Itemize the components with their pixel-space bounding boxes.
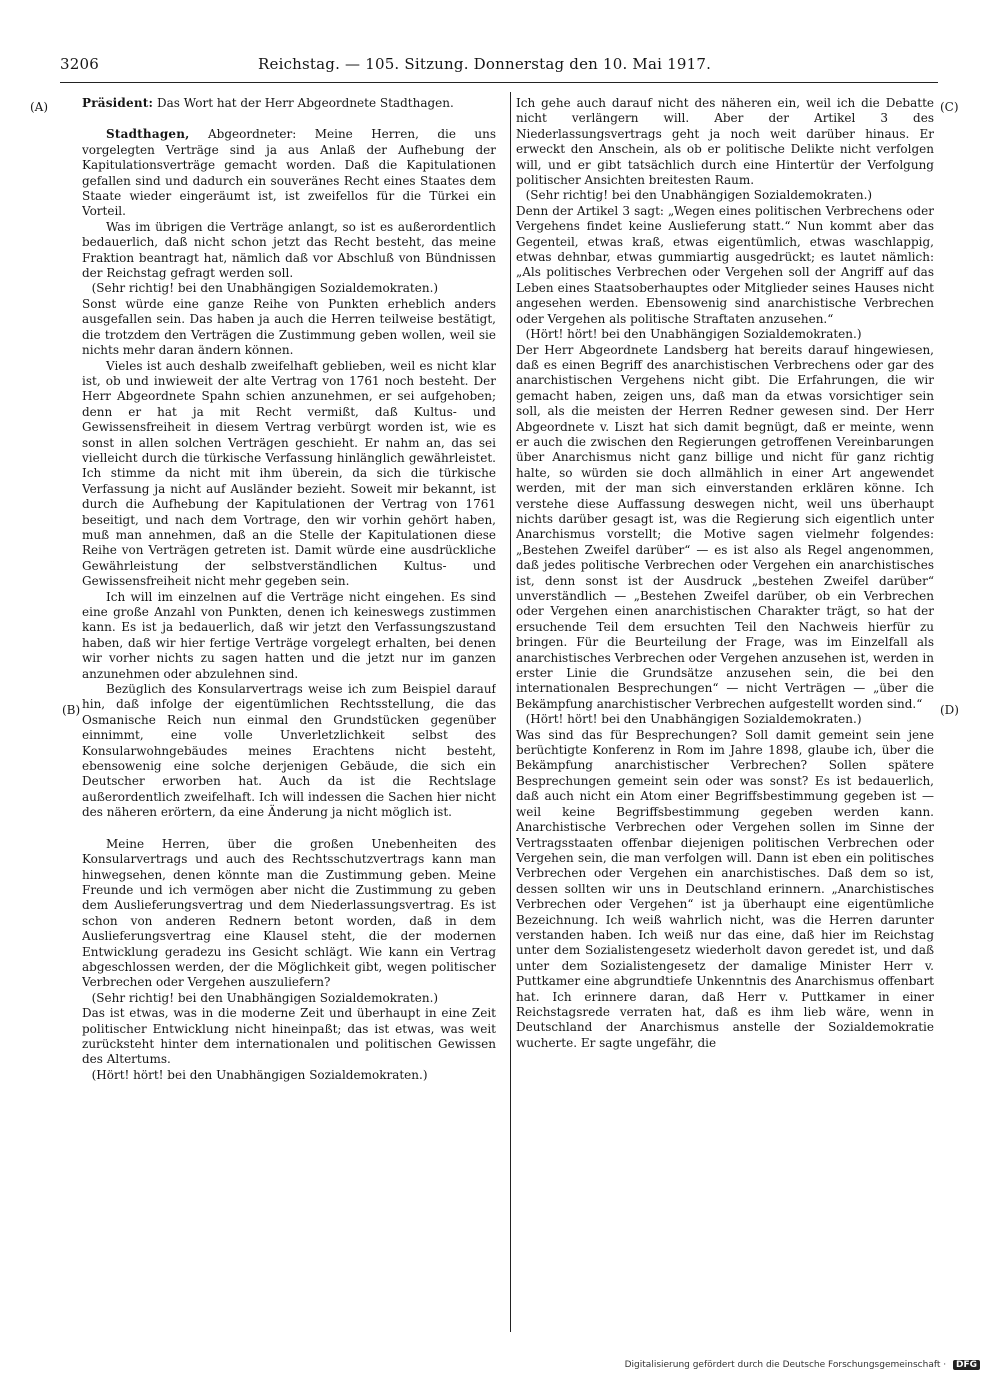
paragraph <box>516 712 934 727</box>
paragraph <box>82 220 496 282</box>
paragraph-text: Ich gehe auch darauf nicht des näheren ein, weil ich die Debatte nicht verlängern will. Aber der Artikel 3 des Niederlassungsvertrags geht ja noch weit darüber hinaus. Er erweckt den Anschein, als ob er politische Delikte nicht verfolgen will, und er gibt tatsächlich durch eine Hintertür der Verfolgung politischer Ansichten breitesten Raum. <box>516 96 934 188</box>
paragraph <box>82 359 496 590</box>
paragraph <box>516 728 934 1052</box>
paragraph <box>82 682 496 821</box>
paragraph-text: Vieles ist auch deshalb zweifelhaft geblieben, weil es nicht klar ist, ob und inwieweit der alte Vertrag von 1761 noch besteht. Der Herr Abgeordnete Spahn schien anzunehmen, er sei aufgehoben; denn er hat ja mit Recht vermißt, daß Kultus- und Gewissensfreiheit in diesem Vertrag verbürgt worden ist, wie es sonst in allen solchen Verträgen geschieht. Er nahm an, das sei vielleicht durch die türkische Verfassung hinlänglich gewährleistet. Ich stimme da nicht mit ihm überein, da sich die türkische Verfassung ja nicht auf Ausländer bezieht. Soweit mir bekannt, ist durch die Aufhebung der Kapitulationen der Vertrag von 1761 beseitigt, und nach dem Vortrage, den wir vorhin gehört haben, muß man annehmen, daß an die Stelle der Kapitulationen diese Reihe von Verträgen getreten ist. Damit würde eine ausdrückliche Gewährleistung der selbstverständlichen Kultus- und Gewissensfreiheit nicht mehr gegeben sein. <box>82 358 496 589</box>
paragraph-text: Was im übrigen die Verträge anlangt, so ist es außerordentlich bedauerlich, daß nicht schon jetzt das Recht besteht, das meine Fraktion beantragt hat, nämlich daß vor Abschluß von Bündnissen der Reichstag gefragt werden soll. <box>82 219 496 281</box>
margin-marker-b: (B) <box>62 703 81 717</box>
margin-marker-c: (C) <box>940 100 959 114</box>
paragraph-text: Der Herr Abgeordnete Landsberg hat bereits darauf hingewiesen, daß es einen Begriff des anarchistischen Verbrechens oder gar des anarchistischen Vergehens nicht gibt. Die Erfahrungen, die wir gemacht haben, zeigen uns, daß man da etwas vorsichtiger sein soll, als die meisten der Herren Redner gewesen sind. Der Herr Abgeordnete v. Liszt hat sich damit begnügt, daß er meinte, wenn er auch die zwischen den Regierungen getroffenen Vereinbarungen über Anarchismus nicht ganz billige und nicht für ganz richtig halte, so würden sie doch allmählich in einer Art angewendet werden, mit der man sich einverstanden erklären könne. Ich verstehe diese Auffassung deswegen nicht, weil uns überhaupt nichts darüber gesagt ist, was die Regierung sich eigentlich unter Anarchismus vorstellt; die Motive sagen vielmehr folgendes: „Bestehen Zweifel darüber“ — es ist also als Regel angenommen, daß jedes politische Verbrechen oder Vergehen ein anarchistisches ist, denn sonst ist der Ausdruck „bestehen Zweifel darüber“ unverständlich — „Bestehen Zweifel darüber, ob ein Verbrechen oder Vergehen einen anarchistischen Charakter trägt, so hat der ersuchende Teil dem ersuchten Teil den Nachweis hierfür zu bringen. Für die Beurteilung der Frage, was im Einzelfall als anarchistisches Verbrechen oder Vergehen anzusehen ist, werden in erster Linie die Grundsätze anzusehen sein, die bei den internationalen Besprechungen“ — nicht Verträgen — „über die Bekämpfung anarchistischer Verbrechen aufgestellt worden sind.“ <box>516 342 934 711</box>
paragraph-text: Was sind das für Besprechungen? Soll damit gemeint sein jene berüchtigte Konferenz in Rom im Jahre 1898, glaube ich, über die Bekämpfung anarchistischer Verbrechen? Sollen spätere Besprechungen gemeint sein oder was sonst? Es ist bedauerlich, daß auch nicht ein Atom einer Begriffsbestimmung gegeben ist — weil keine Begriffsbestimmung gegeben werden kann. Anarchistische Verbrechen oder Vergehen sollen im Sinne der Vertragsstaaten offenbar diejenigen politischen Verbrechen oder Vergehen sein, die man verfolgen will. Dann ist eben ein politisches Verbrechen oder Vergehen ein anarchistisches. Daß dem so ist, dessen sollten wir uns in Deutschland erinnern. „Anarchistisches Verbrechen oder Vergehen“ ist ja überhaupt eine eigentümliche Bezeichnung. Ich weiß wahrlich nicht, was die Herren darunter verstanden haben. Ich weiß nur das eine, daß hier im Reichstag unter dem Sozialistengesetz wiederholt davon geredet ist, und daß unter dem Sozialistengesetz der damalige Minister Herr v. Puttkamer eine abgrundtiefe Unkenntnis des Anarchismus offenbart hat. Ich erinnere daran, daß Herr v. Puttkamer in einer Reichstagsrede verraten hat, daß es ihm lieb wäre, wenn in Deutschland der Anarchismus anstelle der Sozialdemokratie wucherte. Er sagte ungefähr, die <box>516 727 934 1050</box>
paragraph-text: Abgeordneter: Meine Herren, die uns vorgelegten Verträge sind ja aus Anlaß der Aufhebung der Kapitulationsverträge gemacht worden. Daß die Kapitulationen gefallen sind und dadurch ein souveränes Recht eines Staates dem Staate wieder eingeräumt ist, ist zweifellos für die Türkei ein Vorteil. <box>82 127 496 219</box>
paragraph <box>82 127 496 219</box>
paragraph <box>82 1068 496 1083</box>
paragraph-text: Das Wort hat der Herr Abgeordnete Stadthagen. <box>153 96 454 110</box>
page-header <box>60 50 938 80</box>
paragraph-text: Das ist etwas, was in die moderne Zeit und überhaupt in eine Zeit politischer Entwicklung nicht hineinpaßt; das ist etwas, was weit zurücksteht hinter dem internationalen und politischen Gewissen des Altertums. <box>82 1006 496 1067</box>
paragraph-text: (Sehr richtig! bei den Unabhängigen Sozialdemokraten.) <box>91 281 439 296</box>
paragraph <box>516 96 934 188</box>
running-title: Reichstag. — 105. Sitzung. Donnerstag den 10. Mai 1917. <box>258 55 712 73</box>
left-column <box>82 96 496 1332</box>
page-number: 3206 <box>60 55 99 73</box>
paragraph-text: Ich will im einzelnen auf die Verträge nicht eingehen. Es sind eine große Anzahl von Punkten, denen ich keineswegs zustimmen kann. Es ist ja bedauerlich, daß wir jetzt den Verfassungszustand haben, daß wir hier fertige Verträge vorgelegt erhalten, bei denen wir vorher nichts zu sagen hatten und die jetzt nur im ganzen anzunehmen oder abzulehnen sind. <box>82 589 496 681</box>
paragraph <box>82 96 496 111</box>
paragraph-text: Meine Herren, über die großen Unebenheiten des Konsularvertrags und auch des Rechtsschutzvertrags kann man hinwegsehen, denen könnte man die Zustimmung geben. Meine Freunde und ich vermögen aber nicht die Zustimmung zu geben dem Auslieferungsvertrag und dem Niederlassungsvertrag. Es ist schon von anderen Rednern betont worden, daß in dem Auslieferungsvertrag eine Klausel steht, die der modernen Entwicklung geradezu ins Gesicht schlägt. Wie kann ein Vertrag abgeschlossen werden, der die Möglichkeit gibt, wegen politischer Verbrechen oder Vergehen auszuliefern? <box>82 836 496 990</box>
paragraph <box>516 327 934 342</box>
margin-marker-d: (D) <box>940 703 959 717</box>
header-rule <box>60 82 938 83</box>
paragraph-text: (Hört! hört! bei den Unabhängigen Sozialdemokraten.) <box>91 1067 428 1082</box>
paragraph <box>82 281 496 296</box>
margin-marker-a: (A) <box>30 100 49 114</box>
paragraph-text: (Hört! hört! bei den Unabhängigen Sozialdemokraten.) <box>525 712 862 727</box>
right-column <box>516 96 934 1332</box>
paragraph-text: (Sehr richtig! bei den Unabhängigen Sozialdemokraten.) <box>525 188 873 203</box>
paragraph-text: (Sehr richtig! bei den Unabhängigen Sozialdemokraten.) <box>91 990 439 1005</box>
paragraph <box>516 204 934 327</box>
paragraph <box>82 1006 496 1068</box>
paragraph-text: Denn der Artikel 3 sagt: „Wegen eines politischen Verbrechens oder Vergehens findet keine Auslieferung statt.“ Nun kommt aber das Gegenteil, etwas kraß, etwas eigentümlich, etwas waschlappig, etwas dehnbar, etwas gummiartig ausgedrückt; es lautet nämlich: „Als politisches Verbrechen oder Vergehen soll der Angriff auf das Leben eines Staatsoberhauptes oder Mitglieder seines Hauses nicht angesehen werden. Ebensowenig sind anarchistische Verbrechen oder Vergehen als politische Straftaten anzusehen.“ <box>516 203 934 326</box>
paragraph-text: (Hört! hört! bei den Unabhängigen Sozialdemokraten.) <box>525 327 862 342</box>
paragraph <box>82 991 496 1006</box>
paragraph <box>82 837 496 991</box>
paragraph <box>82 297 496 359</box>
column-divider <box>510 92 511 1332</box>
paragraph <box>516 188 934 203</box>
paragraph <box>82 590 496 682</box>
footer-credit <box>625 1360 980 1370</box>
paragraph-text: Sonst würde eine ganze Reihe von Punkten erheblich anders ausgefallen sein. Das haben ja auch die Herren teilweise bestätigt, die trotzdem den Verträgen die Zustimmung geben wollen, weil sie nichts mehr daran ändern können. <box>82 296 496 358</box>
speaker-name: Präsident: <box>82 96 154 110</box>
footer-text: Digitalisierung gefördert durch die Deutsche Forschungsgemeinschaft · <box>624 1360 947 1370</box>
paragraph-text: Bezüglich des Konsularvertrags weise ich zum Beispiel darauf hin, daß infolge der eigentümlichen Rechtsstellung, die das Osmanische Reich nun einmal den Grundstücken gegenüber einnimmt, eine volle Unverletzlichkeit selbst des Konsularwohngebäudes meines Erachtens nicht besteht, ebensowenig eine solche derjenigen Gebäude, die sich ein Deutscher erworben hat. Auch da ist die Rechtslage außerordentlich zweifelhaft. Ich will indessen die Sachen hier nicht des näheren erörtern, da eine Änderung ja nicht möglich ist. <box>82 682 496 820</box>
paragraph <box>516 343 934 713</box>
speaker-name: Stadthagen, <box>106 127 190 142</box>
dfg-logo: DFG <box>953 1360 980 1370</box>
